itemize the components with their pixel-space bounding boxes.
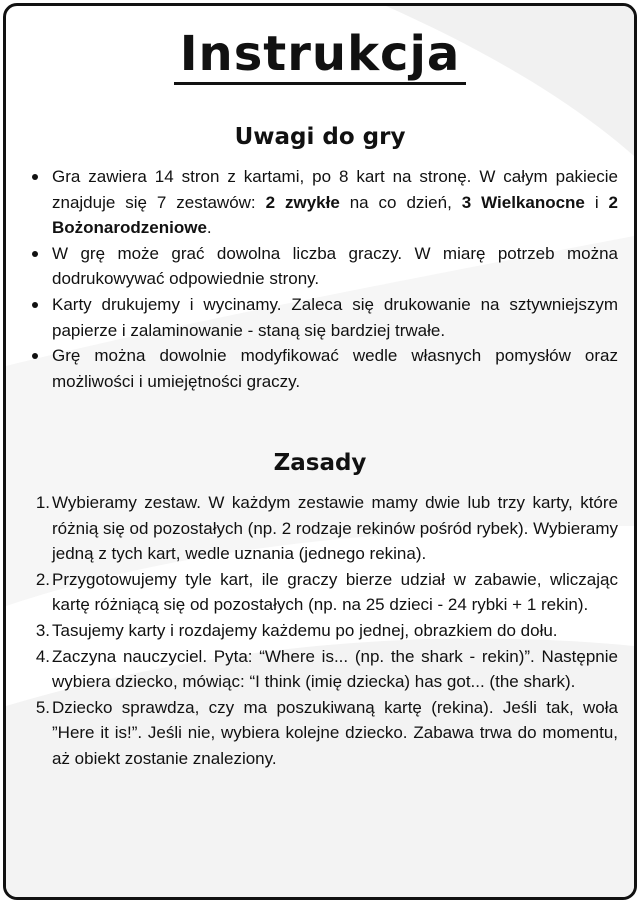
rules-item <box>6 567 634 618</box>
rules-item-number: 5. <box>35 697 50 717</box>
page-title-text: Instrukcja <box>174 26 467 85</box>
notes-item-text: . <box>206 218 212 238</box>
rules-item-number: 1. <box>35 493 50 512</box>
rules-item-text: Zaczyna nauczyciel. Pyta: “Where is... (np. the shark - rekin)”. Następnie wybiera dziecko, mówiąc: “I think (imię dziecka) has got... (the shark). <box>52 646 618 692</box>
notes-item <box>6 164 634 241</box>
notes-item <box>6 241 634 292</box>
notes-list <box>6 164 634 394</box>
rules-item-text: Wybieramy zestaw. W każdym zestawie mamy dwie lub trzy karty, które różnią się od pozostałych (np. 2 rodzaje rekinów pośród rybek). Wybieramy jedną z tych kart, wedle uznania (jednego rekina). <box>52 493 618 564</box>
page-frame <box>3 3 637 900</box>
rules-item-number: 2. <box>35 569 50 589</box>
rules-item <box>6 618 634 644</box>
notes-item <box>6 292 634 343</box>
notes-item <box>6 343 634 394</box>
page-title <box>6 26 634 82</box>
notes-item-text: i <box>584 192 609 212</box>
bullet-icon <box>32 174 38 180</box>
rules-item <box>6 644 634 695</box>
rules-item-number: 4. <box>35 646 50 666</box>
notes-item-text: Gra zawiera 14 stron z kartami, po 8 kart na stronę. W całym pakiecie znajduje się 7 zestawów: <box>52 167 618 212</box>
notes-item-bold: 2 zwykłe <box>265 192 340 212</box>
rules-item <box>6 695 634 772</box>
notes-item-text: Karty drukujemy i wycinamy. Zaleca się drukowanie na sztywniejszym papierze i zalaminowanie - staną się bardziej trwałe. <box>52 294 618 340</box>
bullet-icon <box>32 251 38 257</box>
rules-item <box>6 490 634 567</box>
notes-item-text: Grę można dowolnie modyfikować wedle własnych pomysłów oraz możliwości i umiejętności graczy. <box>52 346 618 391</box>
rules-list <box>6 490 634 772</box>
rules-item-number: 3. <box>35 620 50 640</box>
notes-item-text: W grę może grać dowolna liczba graczy. W miarę potrzeb można dodrukowywać odpowiednie strony. <box>52 243 618 289</box>
notes-item-bold: 2 Bożonarodzeniowe <box>52 192 618 238</box>
notes-heading: Uwagi do gry <box>234 124 406 150</box>
bullet-icon <box>32 353 38 359</box>
rules-heading: Zasady <box>273 450 367 476</box>
instructions-content <box>6 6 634 897</box>
rules-item-text: Tasujemy karty i rozdajemy każdemu po jednej, obrazkiem do dołu. <box>52 620 558 640</box>
notes-item-bold: 3 Wielkanocne <box>461 192 585 212</box>
notes-item-text: na co dzień, <box>339 192 462 212</box>
rules-item-text: Przygotowujemy tyle kart, ile graczy bierze udział w zabawie, wliczając kartę różniącą się od pozostałych (np. na 25 dzieci - 24 rybki + 1 rekin). <box>52 569 618 615</box>
rules-item-text: Dziecko sprawdza, czy ma poszukiwaną kartę (rekina). Jeśli tak, woła ”Here it is!”. Jeśli nie, wybiera kolejne dziecko. Zabawa trwa do momentu, aż obiekt zostanie znaleziony. <box>52 697 618 768</box>
bullet-icon <box>32 302 38 308</box>
